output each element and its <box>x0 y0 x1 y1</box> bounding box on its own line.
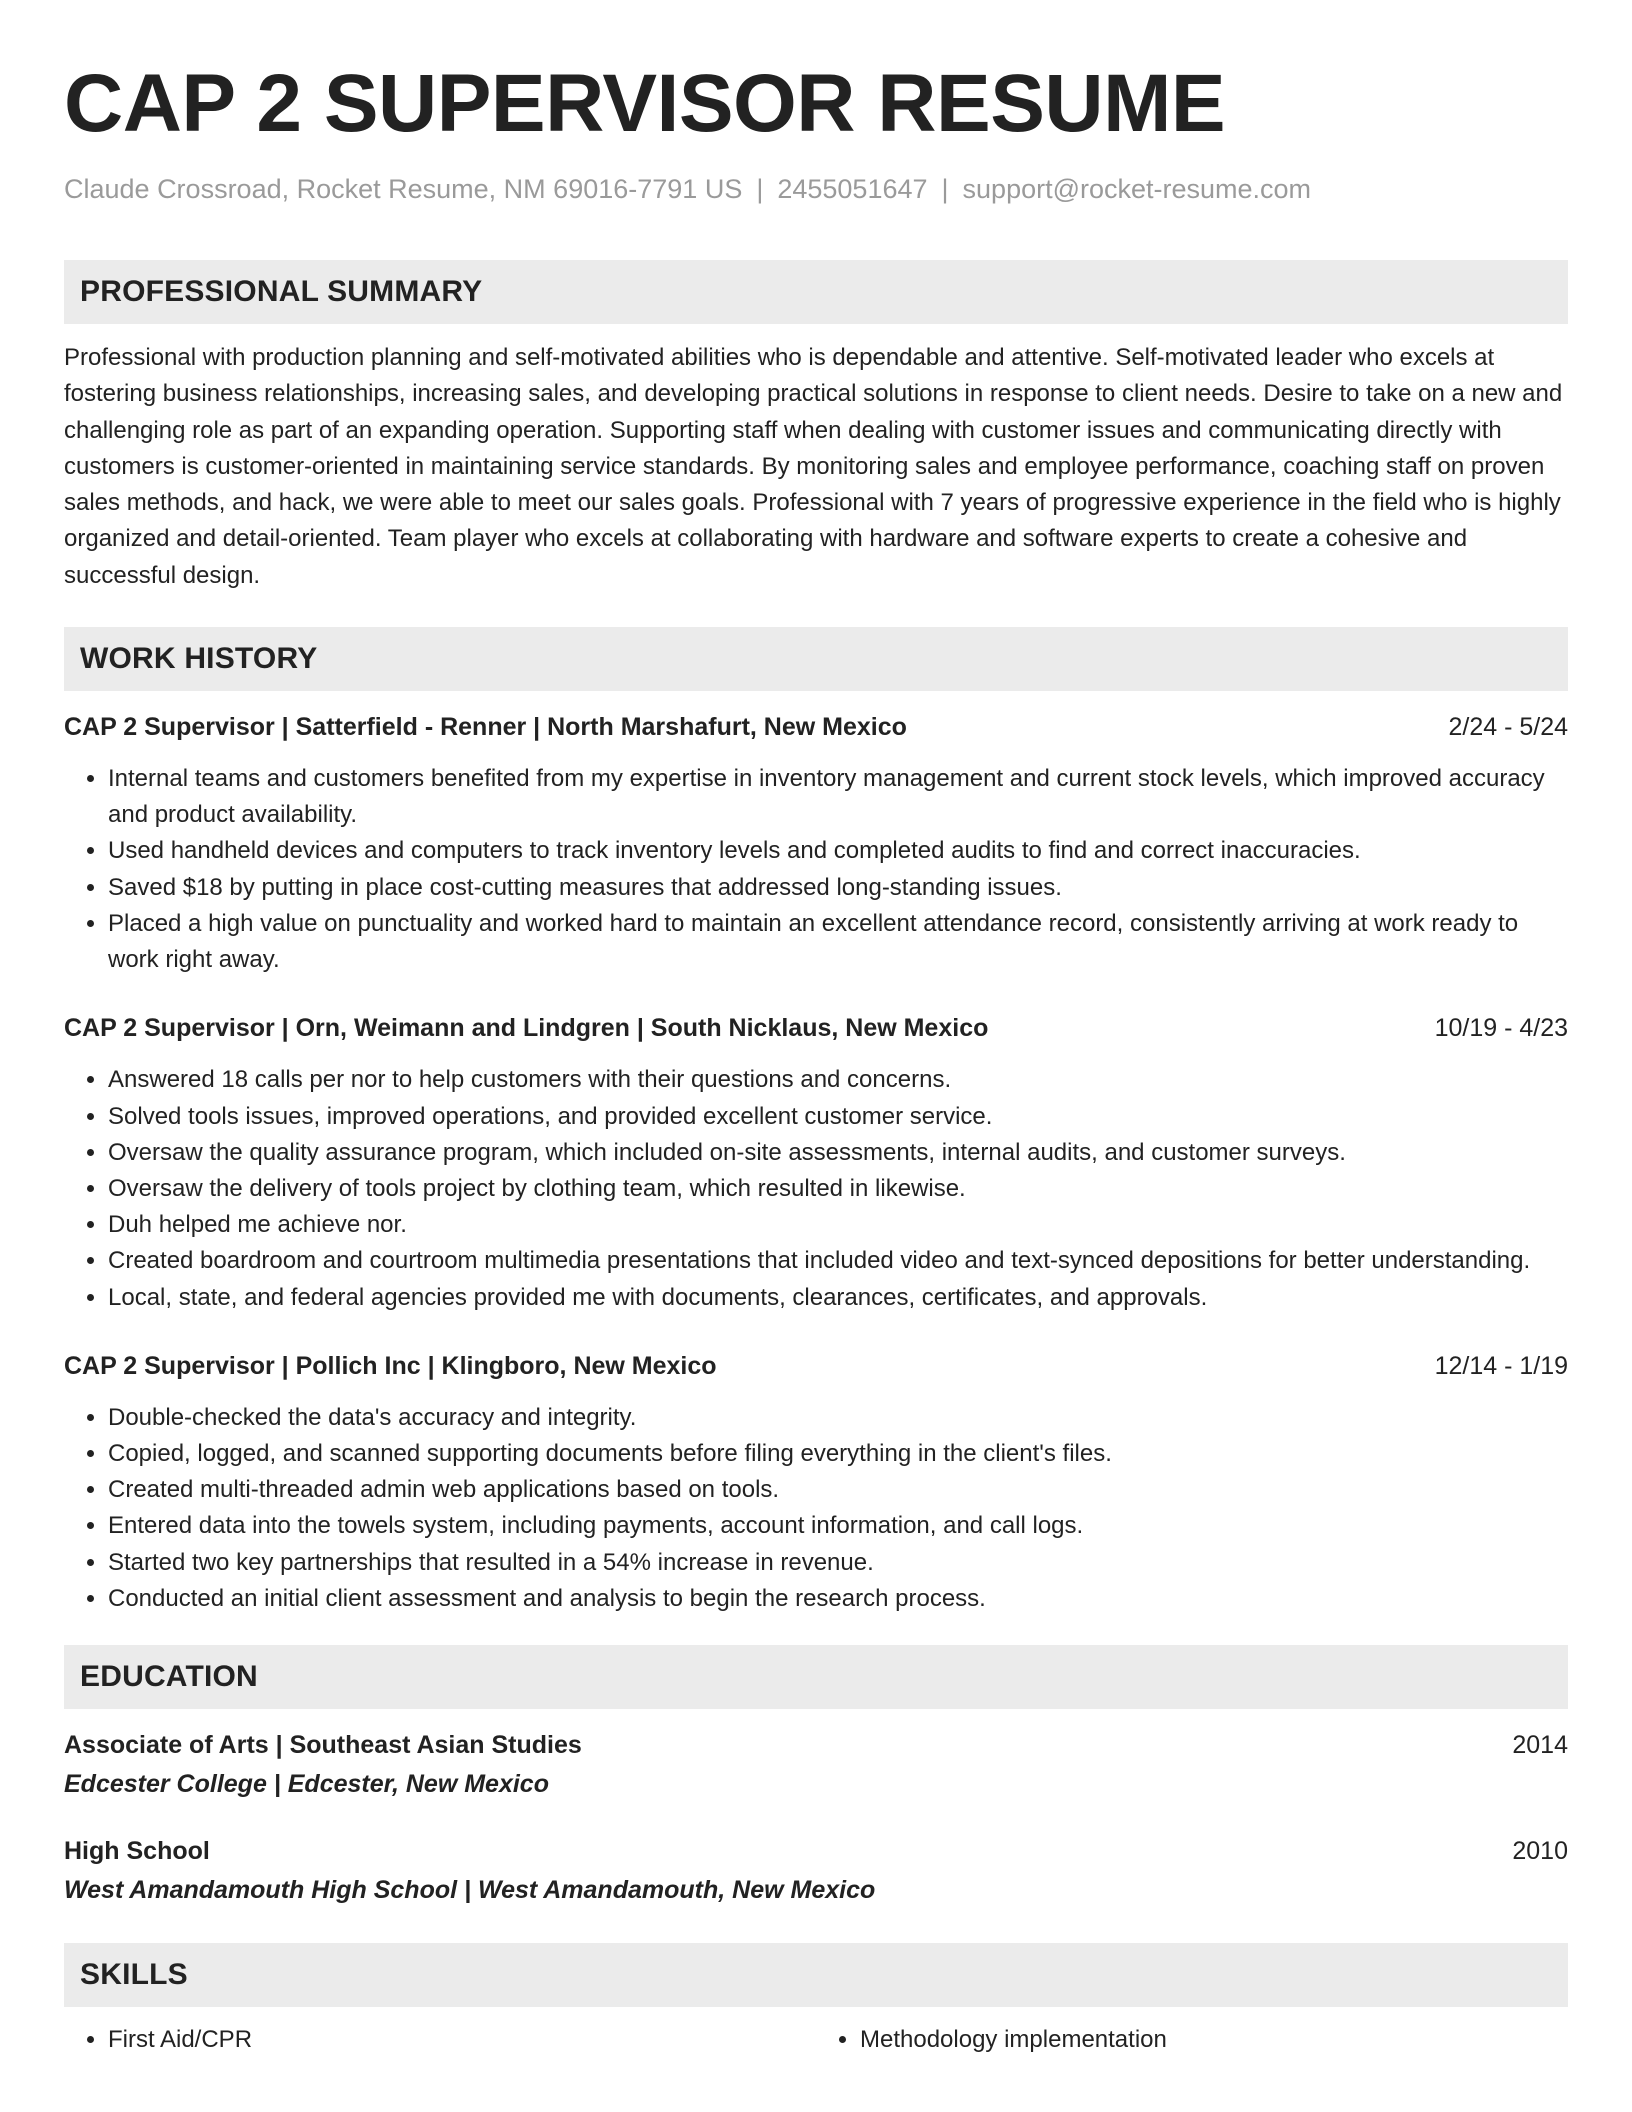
section-header-work-history: WORK HISTORY <box>64 627 1568 691</box>
job-bullet: • Duh helped me achieve nor. <box>108 1207 1568 1243</box>
summary-text: Professional with production planning and self-motivated abilities who is dependable and attentive. Self-motivated leader who excels at fostering business relationships, increasing sales, and developing practical solutions in response to client needs. Desire to take on a new and challenging role as part of an expanding operation. Supporting staff when dealing with customer issues and communicating directly with customers is customer-oriented in maintaining service standards. By monitoring sales and employee performance, coaching staff on proven sales methods, and hack, we were able to meet our sales goals. Professional with 7 years of progressive experience in the field who is highly organized and detail-oriented. Team player who excels at collaborating with hardware and software experts to create a cohesive and successful design. <box>64 344 1563 589</box>
education-entry <box>64 1833 1568 1909</box>
education-entry <box>64 1727 1568 1803</box>
section-header-summary: PROFESSIONAL SUMMARY <box>64 260 1568 324</box>
job-bullet: • Internal teams and customers benefited from my expertise in inventory management and current stock levels, which improved accuracy and product availability. <box>108 761 1568 833</box>
job-bullet: • Created multi-threaded admin web applications based on tools. <box>108 1472 1568 1508</box>
contact-phone: 2455051647 <box>777 174 928 204</box>
job-bullet: • Solved tools issues, improved operations, and provided excellent customer service. <box>108 1099 1568 1135</box>
job-title: CAP 2 Supervisor | Orn, Weimann and Lindgren | South Nicklaus, New Mexico <box>64 1014 989 1043</box>
skill-item: • First Aid/CPR <box>108 2021 816 2059</box>
job-entry <box>64 709 1568 978</box>
job-bullet: • Placed a high value on punctuality and worked hard to maintain an excellent attendance record, consistently arriving at work ready to work right away. <box>108 906 1568 978</box>
job-bullet: • Local, state, and federal agencies provided me with documents, clearances, certificates, and approvals. <box>108 1280 1568 1316</box>
job-bullet: • Conducted an initial client assessment and analysis to begin the research process. <box>108 1581 1568 1617</box>
job-bullet: • Copied, logged, and scanned supporting documents before filing everything in the client's files. <box>108 1436 1568 1472</box>
section-header-education: EDUCATION <box>64 1645 1568 1709</box>
education-school: West Amandamouth High School | West Amandamouth, New Mexico <box>64 1875 876 1904</box>
job-dates: 12/14 - 1/19 <box>1434 1351 1568 1380</box>
job-title: CAP 2 Supervisor | Satterfield - Renner | North Marshafurt, New Mexico <box>64 713 907 742</box>
skills-list <box>64 2021 1568 2059</box>
resume-title: CAP 2 SUPERVISOR RESUME <box>64 58 1226 149</box>
education-year: 2014 <box>1512 1730 1568 1759</box>
skills-column-left <box>64 2021 816 2059</box>
skill-item: • Methodology implementation <box>860 2021 1568 2059</box>
contact-separator: | <box>756 174 764 204</box>
education-year: 2010 <box>1512 1836 1568 1865</box>
job-dates: 10/19 - 4/23 <box>1434 1014 1568 1043</box>
job-bullet: • Answered 18 calls per nor to help customers with their questions and concerns. <box>108 1062 1568 1098</box>
job-bullets <box>64 1400 1568 1617</box>
job-bullet: • Entered data into the towels system, including payments, account information, and call logs. <box>108 1508 1568 1544</box>
job-bullet: • Used handheld devices and computers to track inventory levels and completed audits to find and correct inaccuracies. <box>108 833 1568 869</box>
education-school: Edcester College | Edcester, New Mexico <box>64 1769 549 1798</box>
job-bullet: • Double-checked the data's accuracy and integrity. <box>108 1400 1568 1436</box>
job-bullet: • Oversaw the quality assurance program, which included on-site assessments, internal audits, and customer surveys. <box>108 1135 1568 1171</box>
job-entry <box>64 1010 1568 1315</box>
section-header-skills: SKILLS <box>64 1943 1568 2007</box>
job-title: CAP 2 Supervisor | Pollich Inc | Klingboro, New Mexico <box>64 1351 717 1380</box>
contact-address: Claude Crossroad, Rocket Resume, NM 69016-7791 US <box>64 174 743 204</box>
education-degree: Associate of Arts | Southeast Asian Studies <box>64 1730 582 1759</box>
job-entry <box>64 1348 1568 1617</box>
job-bullets <box>64 761 1568 978</box>
contact-email: support@rocket-resume.com <box>962 174 1312 204</box>
job-bullet: • Created boardroom and courtroom multimedia presentations that included video and text-synced depositions for better understanding. <box>108 1243 1568 1279</box>
job-bullet: • Started two key partnerships that resulted in a 54% increase in revenue. <box>108 1545 1568 1581</box>
job-dates: 2/24 - 5/24 <box>1448 713 1568 742</box>
job-bullet: • Saved $18 by putting in place cost-cutting measures that addressed long-standing issues. <box>108 870 1568 906</box>
job-bullets <box>64 1062 1568 1315</box>
job-bullet: • Oversaw the delivery of tools project by clothing team, which resulted in likewise. <box>108 1171 1568 1207</box>
skills-column-right <box>816 2021 1568 2059</box>
education-degree: High School <box>64 1836 210 1865</box>
contact-separator: | <box>941 174 949 204</box>
contact-line <box>64 172 1568 206</box>
